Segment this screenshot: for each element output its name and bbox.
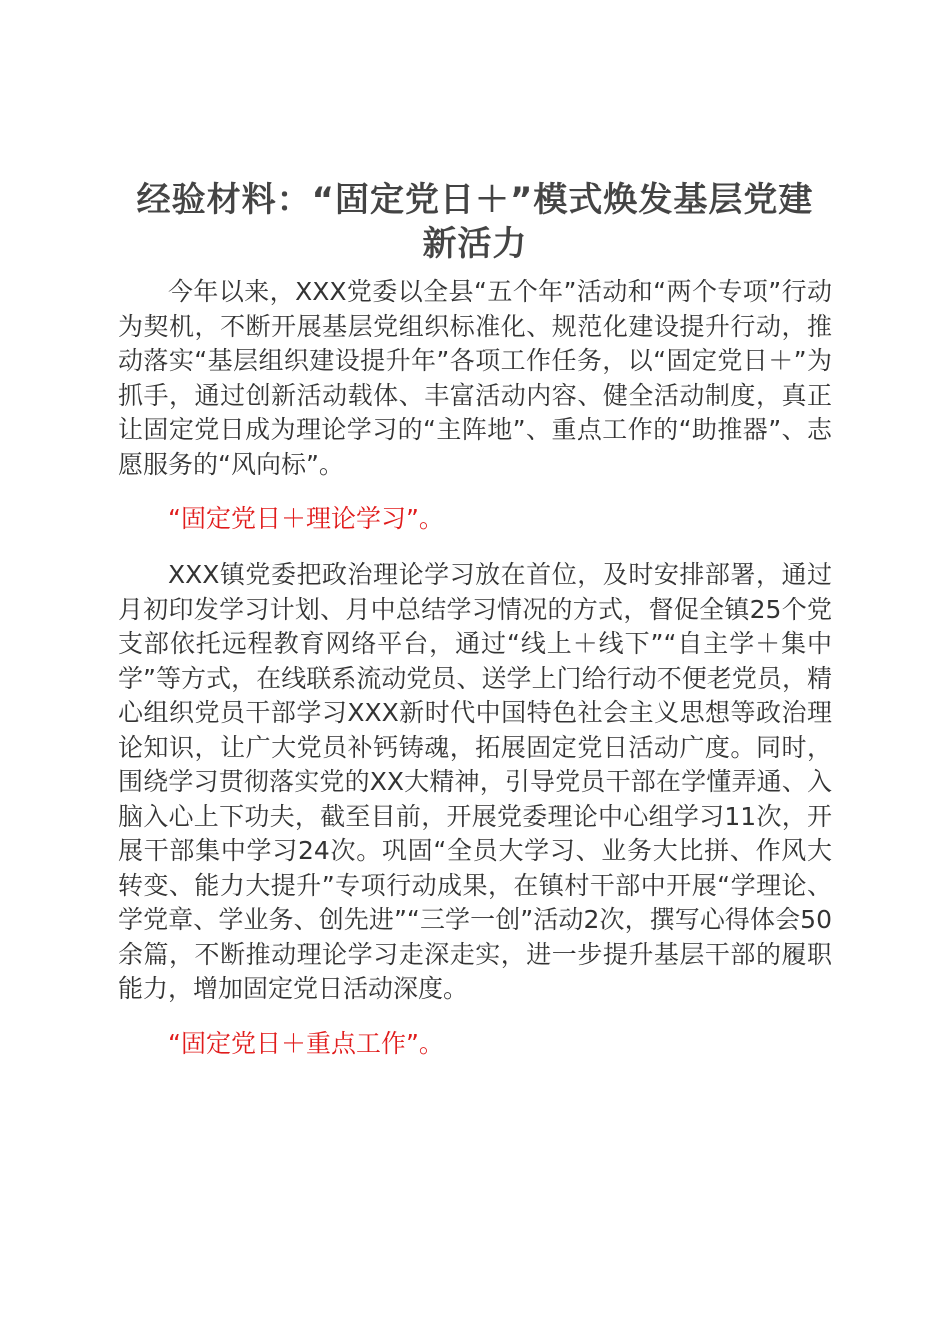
title-line-1: 经验材料：“固定党日＋”模式焕发基层党建 — [136, 180, 814, 220]
intro-paragraph: 今年以来，XXX党委以全县“五个年”活动和“两个专项”行动为契机，不断开展基层党组织标准化、规范化建设提升行动，推动落实“基层组织建设提升年”各项工作任务，以“固定党日＋”为抓手，通过创新活动载体、丰富活动内容、健全活动制度，真正让固定党日成为理论学习的“主阵地”、重点工作的“助推器”、志愿服务的“风向标”。 — [118, 277, 832, 479]
document-page — [118, 178, 832, 1083]
document-title — [118, 178, 832, 266]
title-line-2: 新活力 — [422, 224, 528, 264]
section-heading-theory-study: “固定党日＋理论学习”。 — [168, 504, 444, 533]
section-heading-key-work: “固定党日＋重点工作”。 — [168, 1028, 444, 1058]
theory-study-paragraph: XXX镇党委把政治理论学习放在首位，及时安排部署，通过月初印发学习计划、月中总结学习情况的方式，督促全镇25个党支部依托远程教育网络平台，通过“线上＋线下”“自主学＋集中学”等方式，在线联系流动党员、送学上门给行动不便老党员，精心组织党员干部学习XXX新时代中国特色社会主义思想等政治理论知识，让广大党员补钙铸魂，拓展固定党日活动广度。同时，围绕学习贯彻落实党的XX大精神，引导党员干部在学懂弄通、入脑入心上下功夫，截至目前，开展党委理论中心组学习11次，开展干部集中学习24次。巩固“全员大学习、业务大比拼、作风大转变、能力大提升”专项行动成果，在镇村干部中开展“学理论、学党章、学业务、创先进”“三学一创”活动2次，撰写心得体会50余篇，不断推动理论学习走深走实，进一步提升基层干部的履职能力，增加固定党日活动深度。 — [118, 560, 832, 1003]
